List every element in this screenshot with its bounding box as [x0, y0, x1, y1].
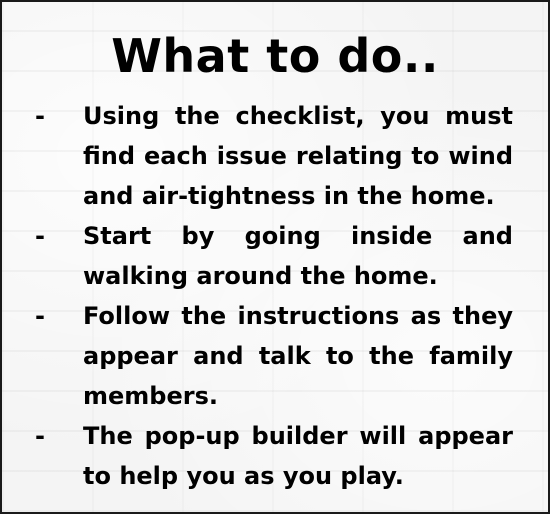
list-item	[2, 296, 548, 416]
bullet-dash: -	[35, 302, 45, 330]
panel-title: What to do..	[111, 29, 439, 83]
list-item	[2, 96, 548, 216]
list-item	[2, 216, 548, 296]
bullet-dash: -	[35, 422, 45, 450]
instruction-list	[2, 96, 548, 496]
instruction-text: The pop-up builder will appear to help you as you play.	[83, 422, 513, 490]
instruction-text: Follow the instructions as they appear and talk to the family members.	[83, 302, 513, 410]
instruction-text: Using the checklist, you must find each issue relating to wind and air-tightness in the home.	[83, 102, 513, 210]
bullet-dash: -	[35, 222, 45, 250]
bullet-dash: -	[35, 102, 45, 130]
instruction-text: Start by going inside and walking around the home.	[83, 222, 513, 290]
list-item	[2, 416, 548, 496]
